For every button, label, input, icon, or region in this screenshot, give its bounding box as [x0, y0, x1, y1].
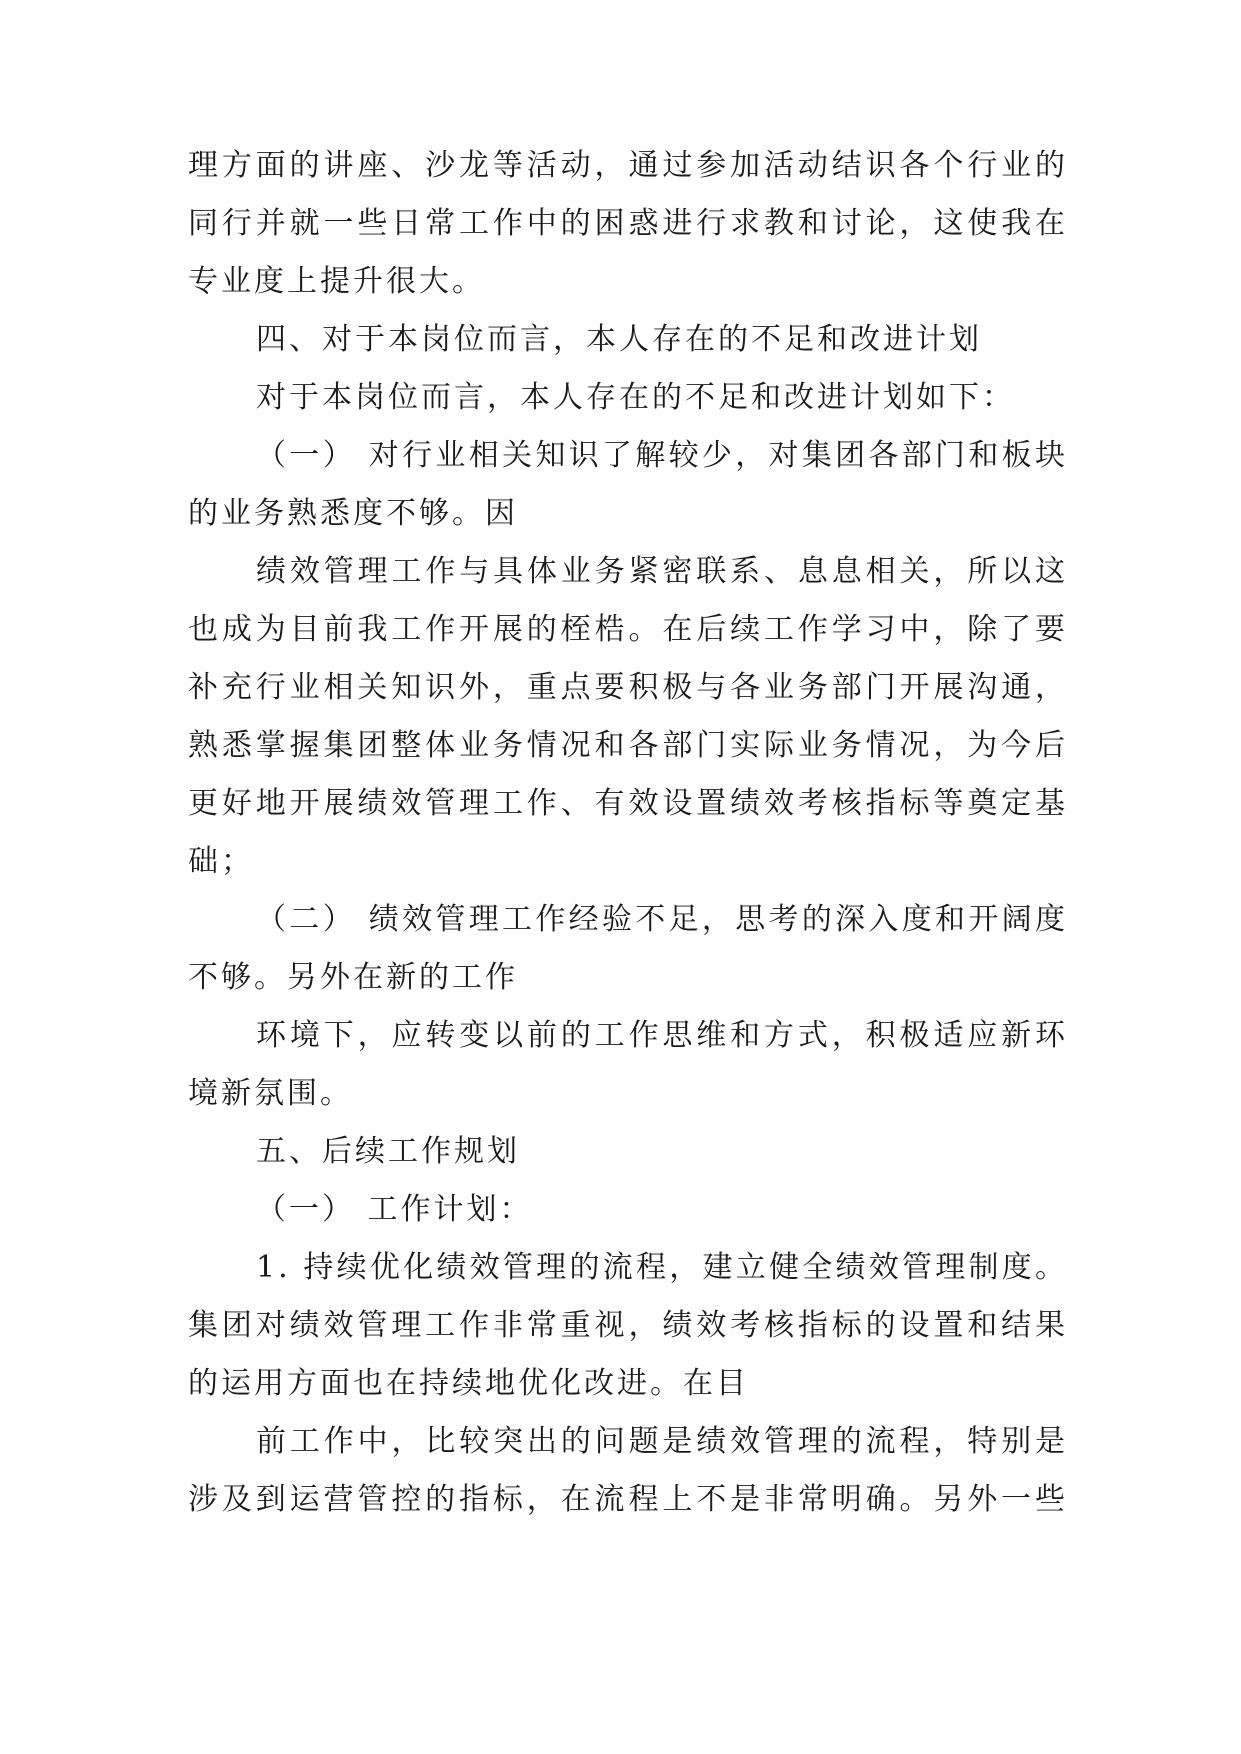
- subsection-heading: （一） 对行业相关知识了解较少，对集团各部门和板块: [256, 438, 1068, 473]
- text-line: 前工作中，比较突出的问题是绩效管理的流程，特别是: [256, 1424, 1068, 1459]
- text-line: 环境下，应转变以前的工作思维和方式，积极适应新环: [256, 1018, 1068, 1053]
- text-line: 也成为目前我工作开展的桎梏。在后续工作学习中，除了要: [188, 612, 1068, 647]
- subsection-heading: （一） 工作计划：: [256, 1192, 533, 1227]
- text-line: 础；: [188, 844, 254, 879]
- text-line: 境新氛围。: [188, 1076, 353, 1111]
- text-line: 的业务熟悉度不够。因: [188, 496, 518, 531]
- text-line: 不够。另外在新的工作: [188, 960, 518, 995]
- text-line: 补充行业相关知识外，重点要积极与各业务部门开展沟通，: [188, 670, 1068, 705]
- list-item: 1. 持续优化绩效管理的流程，建立健全绩效管理制度。: [256, 1250, 1068, 1285]
- section-heading: 四、对于本岗位而言，本人存在的不足和改进计划: [256, 322, 982, 357]
- text-line: 集团对绩效管理工作非常重视，绩效考核指标的设置和结果: [188, 1308, 1068, 1343]
- text-line: 涉及到运营管控的指标，在流程上不是非常明确。另外一些: [188, 1482, 1068, 1517]
- text-line: 绩效管理工作与具体业务紧密联系、息息相关，所以这: [256, 554, 1068, 589]
- text-line: 的运用方面也在持续地优化改进。在目: [188, 1366, 749, 1401]
- section-heading: 五、后续工作规划: [256, 1134, 520, 1169]
- text-line: 同行并就一些日常工作中的困惑进行求教和讨论，这使我在: [188, 206, 1068, 241]
- text-line: 对于本岗位而言，本人存在的不足和改进计划如下：: [256, 380, 1015, 415]
- text-line: 更好地开展绩效管理工作、有效设置绩效考核指标等奠定基: [188, 786, 1068, 821]
- text-line: 专业度上提升很大。: [188, 264, 485, 299]
- text-line: 熟悉掌握集团整体业务情况和各部门实际业务情况，为今后: [188, 728, 1068, 763]
- subsection-heading: （二） 绩效管理工作经验不足，思考的深入度和开阔度: [256, 902, 1068, 937]
- text-line: 理方面的讲座、沙龙等活动，通过参加活动结识各个行业的: [188, 148, 1068, 183]
